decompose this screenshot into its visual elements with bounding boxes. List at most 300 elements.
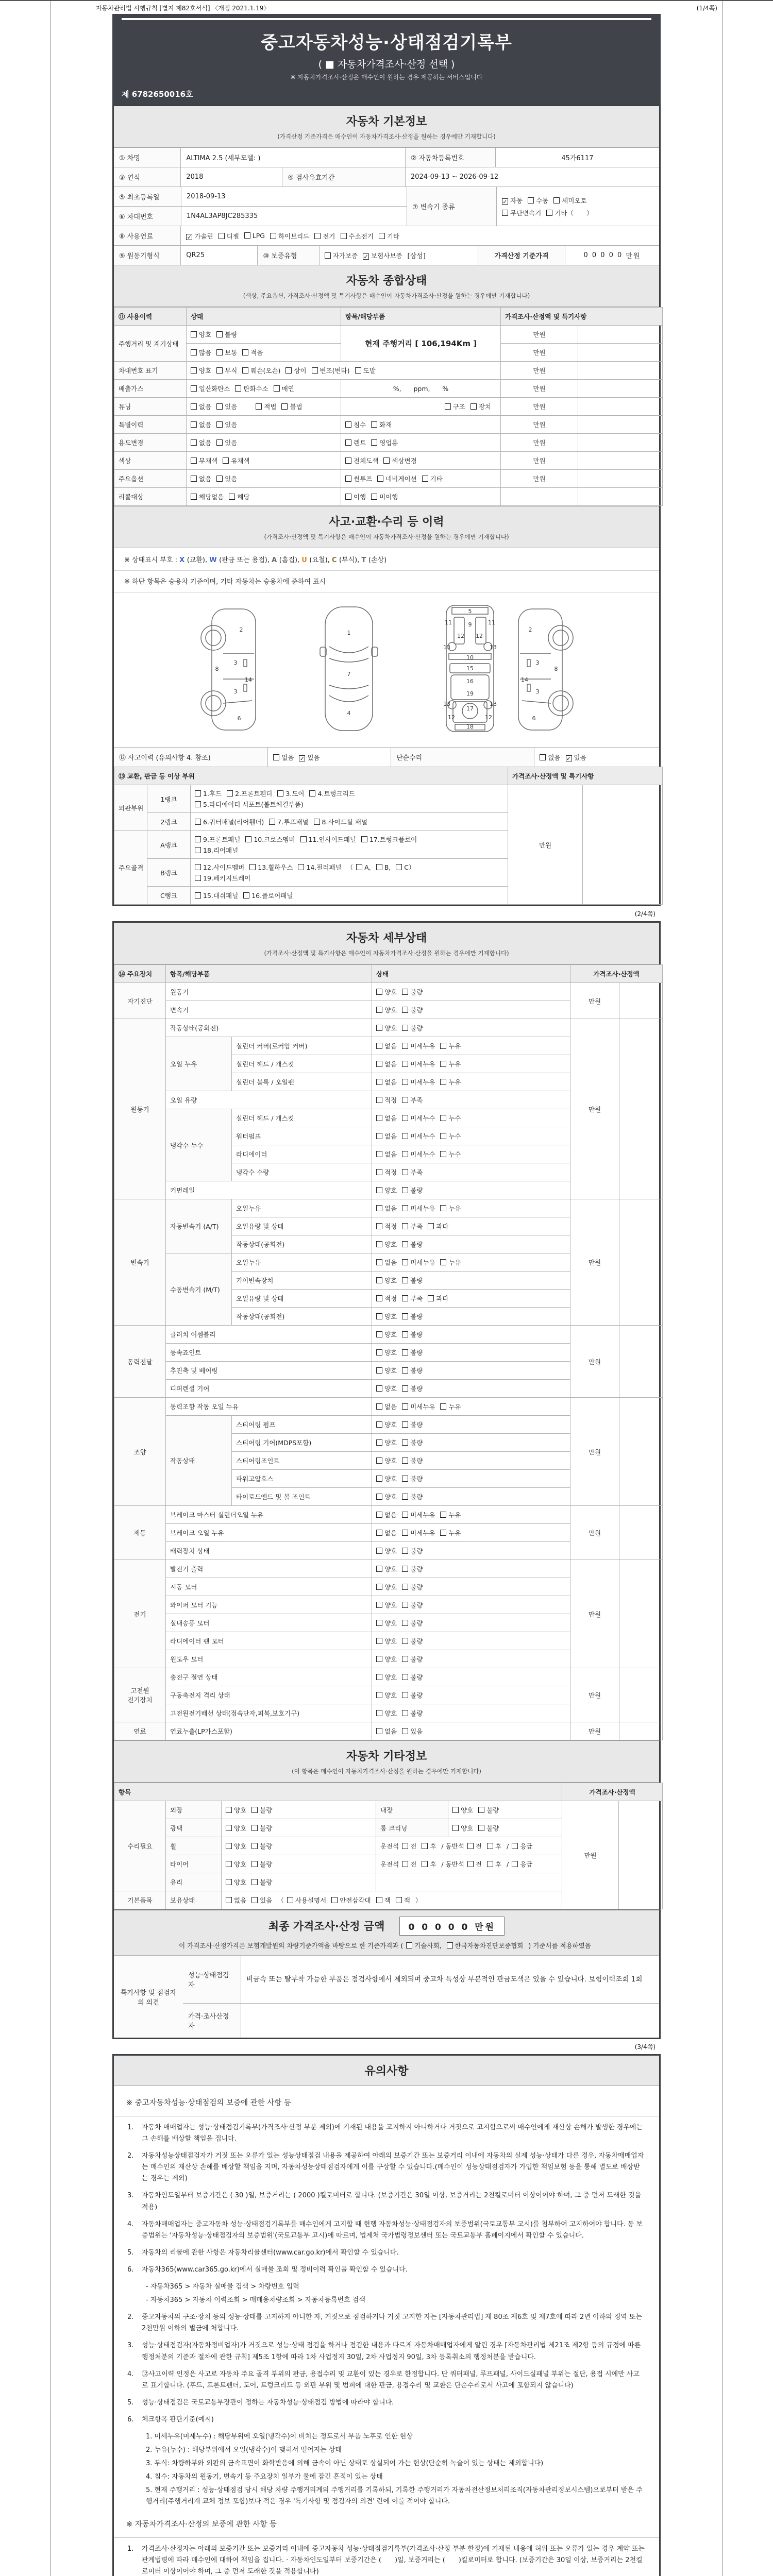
option-label: 탄화수소: [243, 385, 268, 393]
checkbox-checked[interactable]: ✓: [299, 755, 305, 762]
checkbox[interactable]: [314, 233, 321, 239]
checkbox[interactable]: [216, 439, 223, 446]
checkbox[interactable]: [376, 1367, 382, 1374]
checkbox[interactable]: [244, 232, 250, 239]
checkbox[interactable]: [376, 1043, 382, 1049]
checkbox[interactable]: [452, 1825, 459, 1831]
simple-repair-options: [534, 748, 659, 767]
car-damage-diagram: [114, 592, 659, 748]
option-label: 보험사보증: [371, 251, 402, 260]
checkbox[interactable]: [216, 476, 223, 482]
checkbox[interactable]: [325, 252, 331, 259]
option-label: 불량: [486, 1824, 499, 1832]
table-cell: [372, 1362, 570, 1380]
option-label: 불량: [260, 1842, 273, 1850]
table-cell: 원동기: [114, 1019, 166, 1199]
checkbox[interactable]: [402, 1115, 408, 1121]
checkbox[interactable]: [376, 1710, 382, 1716]
damage-code-desc: (교환),: [187, 556, 210, 564]
checkbox[interactable]: [422, 1843, 428, 1849]
checkbox[interactable]: [195, 864, 201, 870]
checkbox[interactable]: [440, 1043, 446, 1049]
checkbox[interactable]: [195, 790, 201, 796]
checkbox[interactable]: [376, 1097, 382, 1103]
checkbox[interactable]: [376, 1512, 382, 1518]
checkbox[interactable]: [376, 1061, 382, 1067]
checkbox-checked[interactable]: ✓: [363, 253, 368, 260]
checkbox[interactable]: [345, 439, 351, 446]
notice-subitem: 2. 누유(누수) : 해당부위에서 오일(냉각수)이 맺혀서 떨어지는 상태: [146, 2446, 342, 2454]
checkbox[interactable]: [376, 1115, 382, 1121]
checkbox[interactable]: [402, 1385, 408, 1392]
checkbox[interactable]: [249, 864, 256, 870]
checkbox[interactable]: [281, 403, 288, 410]
option-label: 보통: [225, 349, 238, 357]
checkbox[interactable]: [226, 1807, 232, 1813]
option-label: 양호: [234, 1878, 247, 1886]
table-cell: 와이퍼 모터 기능: [166, 1596, 372, 1614]
checkbox[interactable]: [376, 1656, 382, 1662]
checkbox[interactable]: [355, 367, 361, 374]
checkbox-option: [242, 367, 280, 375]
checkbox[interactable]: [402, 1530, 408, 1536]
checkbox[interactable]: [191, 403, 197, 410]
checkbox[interactable]: [376, 1079, 382, 1085]
table-cell: 오일유량 및 상태: [232, 1217, 372, 1235]
checkbox[interactable]: [422, 476, 428, 482]
table-cell: [341, 398, 501, 416]
checkbox[interactable]: [376, 1025, 382, 1031]
checkbox[interactable]: [376, 1349, 382, 1355]
checkbox[interactable]: [361, 836, 367, 842]
checkbox[interactable]: [402, 1061, 408, 1067]
table-cell: [222, 1819, 376, 1837]
checkbox[interactable]: [235, 385, 241, 392]
section-subtitle: (가격산정 기준가격은 매수인이 자동차가격조사·산정을 원하는 경우에만 기재합니다): [277, 133, 496, 140]
checkbox[interactable]: [447, 1942, 453, 1948]
checkbox[interactable]: [195, 819, 201, 825]
checkbox[interactable]: [553, 197, 560, 204]
page-2-box: [112, 921, 661, 2039]
checkbox-option: [422, 1860, 436, 1868]
checkbox[interactable]: [467, 1861, 474, 1867]
checkbox[interactable]: [191, 385, 197, 392]
checkbox[interactable]: [242, 367, 248, 374]
warranty-options: [319, 246, 478, 265]
checkbox[interactable]: [440, 1061, 446, 1067]
checkbox[interactable]: [402, 1151, 408, 1157]
checkbox[interactable]: [470, 403, 477, 410]
checkbox[interactable]: [402, 1548, 408, 1554]
checkbox-checked[interactable]: ✓: [502, 198, 508, 205]
checkbox[interactable]: [269, 819, 275, 825]
checkbox[interactable]: [191, 476, 197, 482]
checkbox[interactable]: [402, 1097, 408, 1103]
checkbox[interactable]: [467, 1843, 474, 1849]
checkbox-option: [402, 1277, 423, 1284]
checkbox-option: [445, 403, 465, 411]
diagram-part-number: 5: [468, 608, 472, 615]
checkbox[interactable]: [376, 1277, 382, 1283]
checkbox[interactable]: [356, 864, 362, 870]
checkbox[interactable]: [376, 1439, 382, 1446]
checkbox-checked[interactable]: ✓: [187, 233, 192, 241]
checkbox[interactable]: [422, 1861, 428, 1867]
checkbox[interactable]: [402, 1710, 408, 1716]
checkbox[interactable]: [402, 1656, 408, 1662]
checkbox-checked[interactable]: ✓: [566, 755, 572, 762]
checkbox[interactable]: [229, 494, 235, 500]
checkbox[interactable]: [376, 1295, 382, 1301]
checkbox[interactable]: [428, 1223, 434, 1229]
checkbox-option: [226, 1824, 246, 1832]
checkbox[interactable]: [376, 1692, 382, 1698]
checkbox[interactable]: [277, 790, 283, 796]
checkbox[interactable]: [251, 1825, 258, 1831]
checkbox[interactable]: [376, 1241, 382, 1247]
checkbox[interactable]: [226, 1843, 232, 1849]
checkbox[interactable]: [402, 1861, 408, 1867]
checkbox[interactable]: [376, 1458, 382, 1464]
checkbox-option: [314, 818, 367, 826]
checkbox[interactable]: [402, 1133, 408, 1139]
checkbox[interactable]: [216, 331, 223, 337]
checkbox[interactable]: [312, 367, 318, 374]
checkbox[interactable]: [371, 421, 377, 428]
checkbox[interactable]: [191, 439, 197, 446]
checkbox[interactable]: [243, 892, 249, 899]
table-cell: 오일누유: [232, 1253, 372, 1272]
checkbox[interactable]: [226, 1879, 232, 1885]
checkbox[interactable]: [376, 1530, 382, 1536]
checkbox[interactable]: [440, 1205, 446, 1211]
checkbox[interactable]: [376, 1476, 382, 1482]
damage-code-desc: (요철),: [309, 556, 332, 564]
option-label: 누유: [448, 1403, 461, 1411]
checkbox[interactable]: [440, 1403, 446, 1410]
checkbox[interactable]: [376, 1674, 382, 1680]
option-label: 불량: [410, 1691, 423, 1699]
checkbox[interactable]: [300, 836, 307, 842]
checkbox[interactable]: [376, 1620, 382, 1626]
checkbox[interactable]: [402, 1403, 408, 1410]
checkbox[interactable]: [219, 233, 225, 239]
option-label: 양호: [384, 1637, 397, 1645]
checkbox-option: [191, 367, 211, 375]
checkbox[interactable]: [345, 476, 351, 482]
checkbox[interactable]: [245, 836, 251, 842]
checkbox[interactable]: [376, 1421, 382, 1428]
checkbox[interactable]: [191, 457, 197, 464]
checkbox[interactable]: [376, 1638, 382, 1644]
checkbox[interactable]: [528, 197, 534, 204]
exchange-panel-table: [114, 767, 663, 905]
checkbox[interactable]: [195, 801, 201, 807]
table-cell: [372, 1290, 570, 1308]
table-cell: 라디에이터: [232, 1145, 372, 1163]
damage-code: A: [272, 556, 279, 564]
diagram-part-number: 12: [457, 633, 464, 639]
checkbox[interactable]: [402, 989, 408, 995]
base-price-value: 0 0 0 0 0 만원: [565, 246, 659, 265]
checkbox[interactable]: [216, 421, 223, 428]
checkbox[interactable]: [402, 1223, 408, 1229]
transmission-options: [496, 187, 659, 226]
checkbox[interactable]: [376, 1602, 382, 1608]
checkbox[interactable]: [440, 1259, 446, 1265]
table-cell: [222, 1873, 376, 1891]
checkbox[interactable]: [256, 403, 262, 410]
table-cell: 실린더 헤드 / 개스킷: [232, 1109, 372, 1127]
checkbox[interactable]: [376, 1151, 382, 1157]
checkbox[interactable]: [402, 1259, 408, 1265]
checkbox[interactable]: [402, 1476, 408, 1482]
checkbox[interactable]: [402, 1620, 408, 1626]
checkbox[interactable]: [402, 1349, 408, 1355]
checkbox[interactable]: [371, 494, 377, 500]
checkbox-option: [376, 1259, 397, 1266]
checkbox[interactable]: [226, 1861, 232, 1867]
checkbox[interactable]: [402, 1205, 408, 1211]
damage-code: T: [361, 556, 368, 564]
checkbox-option: [478, 1806, 499, 1814]
checkbox[interactable]: [191, 349, 197, 355]
checkbox-option: [376, 1241, 397, 1248]
option-label: 없음: [384, 1259, 397, 1266]
checkbox[interactable]: [341, 233, 347, 239]
checkbox[interactable]: [452, 1807, 459, 1813]
checkbox[interactable]: [502, 210, 508, 216]
checkbox[interactable]: [402, 1602, 408, 1608]
checkbox[interactable]: [376, 1205, 382, 1211]
option-label: 10.크로스멤버: [254, 836, 295, 843]
checkbox[interactable]: [428, 1295, 434, 1301]
checkbox[interactable]: [487, 1861, 493, 1867]
table-cell: [372, 1091, 570, 1109]
checkbox[interactable]: [285, 367, 292, 374]
checkbox[interactable]: [379, 233, 385, 239]
checkbox[interactable]: [487, 1843, 493, 1849]
checkbox[interactable]: [540, 754, 546, 760]
checkbox[interactable]: [376, 989, 382, 995]
checkbox[interactable]: [376, 1403, 382, 1410]
checkbox[interactable]: [440, 1079, 446, 1085]
checkbox[interactable]: [195, 875, 201, 881]
checkbox[interactable]: [376, 1584, 382, 1590]
table-cell: [222, 1855, 376, 1873]
notice-text: 자동차365(www.car365.go.kr)에서 실매물 조회 및 정비이력 확인을 확인할 수 있습니다.: [142, 2265, 408, 2274]
table-cell: [448, 1819, 562, 1837]
checkbox[interactable]: [251, 1879, 258, 1885]
checkbox-option: [191, 475, 211, 483]
checkbox[interactable]: [377, 476, 383, 482]
checkbox[interactable]: [191, 494, 197, 500]
checkbox[interactable]: [512, 1843, 518, 1849]
checkbox[interactable]: [309, 790, 315, 796]
section-subtitle: (가격조사·산정액 및 특기사항은 매수인이 자동차가격조사·산정을 원하는 경우에만 기재합니다): [264, 533, 509, 540]
checkbox[interactable]: [402, 1187, 408, 1193]
checkbox[interactable]: [273, 754, 279, 760]
checkbox-option: [312, 367, 350, 375]
checkbox[interactable]: [478, 1825, 484, 1831]
checkbox[interactable]: [440, 1512, 446, 1518]
option-label: 7.루프패널: [277, 818, 309, 826]
checkbox-option: [402, 1583, 423, 1591]
checkbox[interactable]: [402, 1331, 408, 1337]
checkbox[interactable]: [402, 1638, 408, 1644]
checkbox[interactable]: [270, 233, 276, 239]
checkbox[interactable]: [445, 403, 451, 410]
checkbox[interactable]: [376, 1385, 382, 1392]
checkbox[interactable]: [402, 1367, 408, 1374]
checkbox[interactable]: [251, 1843, 258, 1849]
checkbox[interactable]: [195, 836, 201, 842]
checkbox[interactable]: [376, 1566, 382, 1572]
option-label: 양호: [384, 1439, 397, 1447]
checkbox[interactable]: [440, 1115, 446, 1121]
option-label: 있음: [574, 753, 586, 761]
checkbox[interactable]: [402, 1584, 408, 1590]
notice-item: [114, 2150, 659, 2184]
checkbox[interactable]: [314, 819, 320, 825]
checkbox[interactable]: [376, 1313, 382, 1319]
checkbox[interactable]: [376, 1169, 382, 1175]
checkbox[interactable]: [376, 1223, 382, 1229]
notice-text: 성능·상태점검은 국토교통부장관이 정하는 자동차성능·상태점검 방법에 따라야 합니다.: [142, 2398, 394, 2406]
checkbox[interactable]: [546, 210, 552, 216]
option-label: 없음: [548, 753, 561, 761]
checkbox[interactable]: [226, 1897, 232, 1903]
checkbox[interactable]: [376, 1494, 382, 1500]
table-cell: 1랭크: [147, 785, 191, 813]
checkbox-option: [402, 1842, 416, 1850]
checkbox[interactable]: [402, 1241, 408, 1247]
checkbox[interactable]: [376, 1187, 382, 1193]
checkbox[interactable]: [383, 457, 390, 464]
option-text: 운전석: [380, 1842, 399, 1850]
option-label: 양호: [234, 1842, 247, 1850]
checkbox-option: [440, 1529, 461, 1537]
checkbox[interactable]: [376, 1897, 382, 1903]
banner-rule: [122, 18, 651, 20]
checkbox[interactable]: [402, 1277, 408, 1283]
checkbox[interactable]: [402, 1043, 408, 1049]
checkbox[interactable]: [402, 1313, 408, 1319]
checkbox[interactable]: [376, 1548, 382, 1554]
checkbox[interactable]: [298, 864, 304, 870]
checkbox[interactable]: [216, 349, 223, 355]
checkbox-option: [470, 403, 491, 411]
checkbox[interactable]: [376, 1133, 382, 1139]
option-label: 무단변속기: [510, 209, 542, 217]
checkbox[interactable]: [440, 1133, 446, 1139]
checkbox[interactable]: [402, 1169, 408, 1175]
checkbox[interactable]: [402, 1566, 408, 1572]
checkbox[interactable]: [287, 1897, 293, 1903]
checkbox[interactable]: [396, 864, 402, 870]
checkbox[interactable]: [402, 1843, 408, 1849]
checkbox[interactable]: [376, 1728, 382, 1734]
checkbox[interactable]: [402, 1079, 408, 1085]
checkbox[interactable]: [406, 1942, 412, 1948]
checkbox[interactable]: [216, 403, 223, 410]
checkbox[interactable]: [345, 421, 351, 428]
notice-text: 가격조사·산정자는 아래의 보증기간 또는 보증거리 이내에 중고자동차 성능·상태점검기록부(가격조사·산정 부분 한정)에 기재된 내용에 허위 또는 오류가 있는 경우 계약 또는 관계법령에 따라 매수인에 대하여 책임을 집니다. · 자동차인도일부터 보증기간은 ( )일, 보증거리는 ( )킬로미터로 합니다. (보증기간은 30일 이상, 보증거리는 2천킬로미터 이상이어야 하며, 그 중 먼저 도래한 것을 적용합니다): [142, 2545, 645, 2575]
checkbox[interactable]: [251, 1807, 258, 1813]
checkbox-option: [226, 1860, 246, 1868]
checkbox[interactable]: [345, 457, 351, 464]
table-cell: 배출가스: [114, 380, 187, 398]
checkbox[interactable]: [402, 1674, 408, 1680]
checkbox[interactable]: [402, 1692, 408, 1698]
checkbox[interactable]: [274, 385, 280, 392]
checkbox[interactable]: [402, 1728, 408, 1734]
checkbox-option: [376, 1223, 397, 1230]
checkbox[interactable]: [191, 421, 197, 428]
notice-subitem: 3. 부식: 차량하부와 외판의 금속표면이 화학반응에 의해 금속이 아닌 상태로 상실되어 가는 현상(단순히 녹슬어 있는 상태는 제외합니다): [146, 2460, 544, 2468]
checkbox[interactable]: [226, 1825, 232, 1831]
option-label: 불량: [410, 1421, 423, 1429]
field-label: ⑩ 보증유형: [257, 246, 318, 265]
checkbox[interactable]: [402, 1458, 408, 1464]
table-cell: 윈도우 모터: [166, 1650, 372, 1668]
checkbox[interactable]: [242, 349, 248, 355]
checkbox[interactable]: [440, 1530, 446, 1536]
checkbox[interactable]: [251, 1861, 258, 1867]
table-cell: 변속기: [166, 1001, 372, 1019]
option-label: 19.페키지트레이: [203, 874, 251, 882]
table-cell: [578, 380, 663, 398]
checkbox[interactable]: [195, 892, 201, 899]
checkbox[interactable]: [191, 367, 197, 374]
checkbox[interactable]: [402, 1295, 408, 1301]
table-cell: [187, 398, 341, 416]
checkbox-option: [376, 1168, 397, 1176]
checkbox[interactable]: [402, 1025, 408, 1031]
checkbox[interactable]: [402, 1007, 408, 1013]
checkbox[interactable]: [371, 439, 377, 446]
checkbox[interactable]: [191, 331, 197, 337]
damage-code: X: [179, 556, 187, 564]
checkbox[interactable]: [402, 1512, 408, 1518]
checkbox-option: [195, 874, 250, 882]
checkbox[interactable]: [227, 790, 233, 796]
checkbox[interactable]: [376, 1259, 382, 1265]
table-cell: 만원: [501, 434, 578, 452]
checkbox[interactable]: [223, 457, 229, 464]
checkbox[interactable]: [195, 847, 201, 853]
checkbox[interactable]: [376, 1331, 382, 1337]
table-cell: 수리필요: [114, 1801, 166, 1891]
checkbox[interactable]: [331, 1897, 338, 1903]
checkbox[interactable]: [402, 1421, 408, 1428]
checkbox[interactable]: [440, 1151, 446, 1157]
option-label: 4.트렁크리드: [317, 790, 355, 798]
checkbox[interactable]: [376, 1007, 382, 1013]
car-name-value: ALTIMA 2.5 (세부모델: ): [180, 148, 405, 167]
checkbox[interactable]: [345, 494, 351, 500]
checkbox[interactable]: [251, 1897, 258, 1903]
checkbox[interactable]: [402, 1494, 408, 1500]
checkbox[interactable]: [216, 367, 223, 374]
checkbox[interactable]: [396, 1897, 402, 1903]
checkbox[interactable]: [478, 1807, 484, 1813]
checkbox-option: [244, 232, 265, 240]
damage-code: C: [331, 556, 339, 564]
checkbox[interactable]: [402, 1439, 408, 1446]
checkbox[interactable]: [512, 1861, 518, 1867]
checkbox[interactable]: [376, 864, 382, 870]
